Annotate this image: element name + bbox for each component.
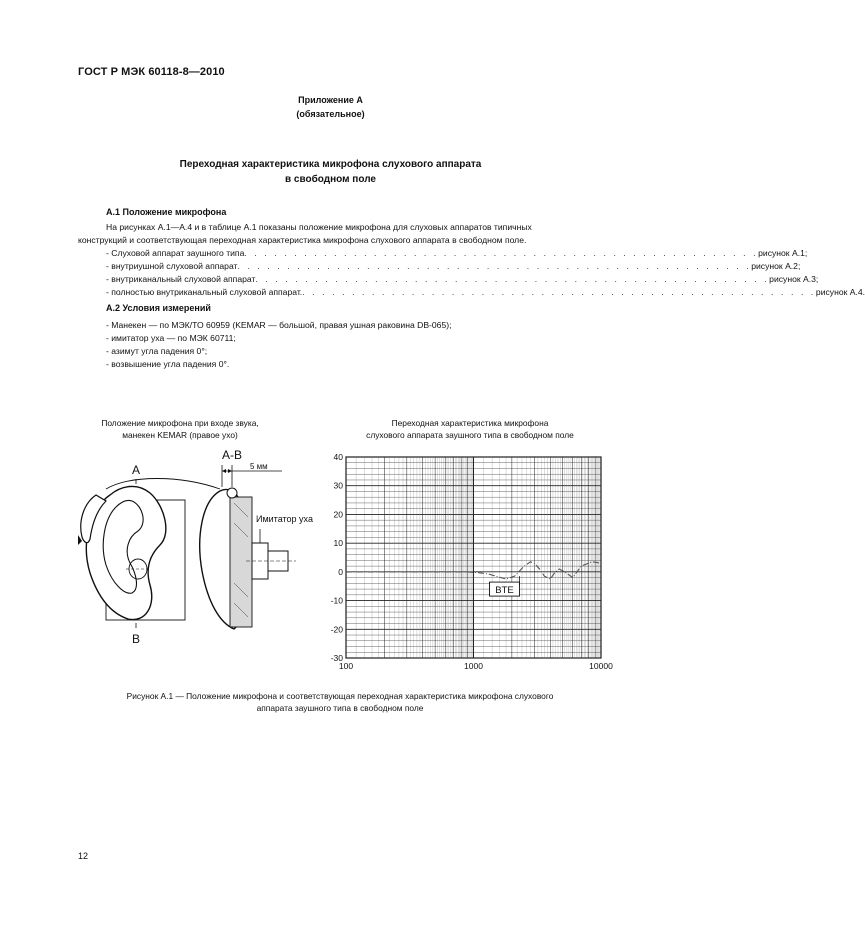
right-caption-line-2: слухового аппарата заушного типа в свободном поле — [366, 430, 574, 440]
list-item-figure-ref — [106, 261, 801, 271]
title-line-2: в свободном поле — [285, 174, 376, 185]
head-wall-section — [230, 497, 252, 627]
y-tick-label: -10 — [330, 595, 343, 606]
list-item-figure-ref — [106, 287, 865, 297]
section-a2-heading: А.2 Условия измерений — [106, 303, 211, 313]
appendix-name: Приложение А — [298, 95, 363, 105]
list-item-label: - внутриушной слуховой аппарат — [106, 261, 238, 271]
y-tick-label: -20 — [330, 624, 343, 635]
list-item-figure-ref — [106, 274, 819, 284]
figure-caption-line-2: аппарата заушного типа в свободном поле — [256, 703, 424, 713]
left-figure-caption — [70, 417, 290, 441]
section-a1-para-line-2: конструкций и соответствующая переходная характеристика микрофона слухового аппарата в свободном поле. — [78, 235, 527, 245]
appendix-status: (обязательное) — [296, 109, 365, 119]
list-item-label: - внутриканальный слуховой аппарат — [106, 274, 256, 284]
section-a1-heading: А.1 Положение микрофона — [106, 207, 227, 217]
annotation-label: BTE — [495, 585, 514, 597]
label-b: В — [132, 632, 141, 646]
list-item-ref: рисунок А.3; — [769, 274, 819, 284]
dot-leader: . . . . . . . . . . . . . . . . . . . . . . . . . . . . . . . . . . . . . . . . . . . . . . . . . . . . — [302, 287, 816, 297]
list-item: - возвышение угла падения 0°. — [106, 359, 230, 369]
label-5mm: 5 мм — [250, 462, 268, 471]
list-item-ref: рисунок А.1; — [758, 248, 808, 258]
left-caption-line-2: манекен KEMAR (правое ухо) — [122, 430, 238, 440]
list-item: - имитатор уха — по МЭК 60711; — [106, 333, 236, 343]
y-tick-label: -30 — [330, 653, 343, 663]
figure-caption-line-1: Рисунок А.1 — Положение микрофона и соответствующая переходная характеристика микрофона слухового — [126, 691, 554, 701]
section-a1-para-line-1: На рисунках А.1—А.4 и в таблице А.1 показаны положение микрофона для слуховых аппаратов типичных — [106, 222, 532, 232]
list-item-ref: рисунок А.2; — [751, 261, 801, 271]
ear-microphone-drawing — [70, 445, 310, 655]
label-ear-simulator: Имитатор уха — [256, 514, 313, 524]
left-caption-line-1: Положение микрофона при входе звука, — [101, 418, 259, 428]
list-item-ref: рисунок А.4. — [815, 287, 865, 297]
page-title — [0, 157, 661, 187]
x-tick-label: 100 — [338, 661, 354, 671]
dot-leader: . . . . . . . . . . . . . . . . . . . . . . . . . . . . . . . . . . . . . . . . . . . . . . . . . . . . — [255, 274, 770, 284]
title-line-1: Переходная характеристика микрофона слухового аппарата — [179, 159, 482, 170]
y-tick-label: 0 — [338, 566, 343, 577]
list-item-label: - полностью внутриканальный слуховой аппарат. — [106, 287, 303, 297]
dot-leader: . . . . . . . . . . . . . . . . . . . . . . . . . . . . . . . . . . . . . . . . . . . . . . . . . . . . — [237, 261, 752, 271]
list-item: - Манекен — по МЭК/ТО 60959 (KEMAR — большой, правая ушная раковина DB-065); — [106, 320, 452, 330]
figure-caption — [60, 690, 620, 714]
list-item-figure-ref — [106, 248, 808, 258]
document-header: ГОСТ Р МЭК 60118-8—2010 — [78, 66, 225, 78]
microphone-position — [227, 488, 237, 498]
page-number: 12 — [78, 851, 89, 861]
label-ab: А-В — [222, 448, 243, 462]
chart-grid — [346, 457, 601, 658]
list-item: - азимут угла падения 0°; — [106, 346, 208, 356]
dot-leader: . . . . . . . . . . . . . . . . . . . . . . . . . . . . . . . . . . . . . . . . . . . . . . . . . . . . — [244, 248, 759, 258]
y-tick-label: 30 — [333, 480, 343, 491]
right-figure-caption — [330, 417, 610, 441]
x-tick-label: 1000 — [464, 661, 483, 671]
right-caption-line-1: Переходная характеристика микрофона — [391, 418, 549, 428]
y-tick-label: 10 — [333, 538, 343, 549]
y-tick-label: 20 — [333, 509, 343, 520]
x-tick-label: 10000 — [589, 661, 613, 671]
label-a: А — [132, 463, 141, 477]
frequency-response-chart — [326, 450, 626, 675]
list-item-label: - Слуховой аппарат заушного типа — [106, 248, 245, 258]
chart-tick-labels — [331, 452, 613, 671]
y-tick-label: 40 — [333, 452, 343, 462]
